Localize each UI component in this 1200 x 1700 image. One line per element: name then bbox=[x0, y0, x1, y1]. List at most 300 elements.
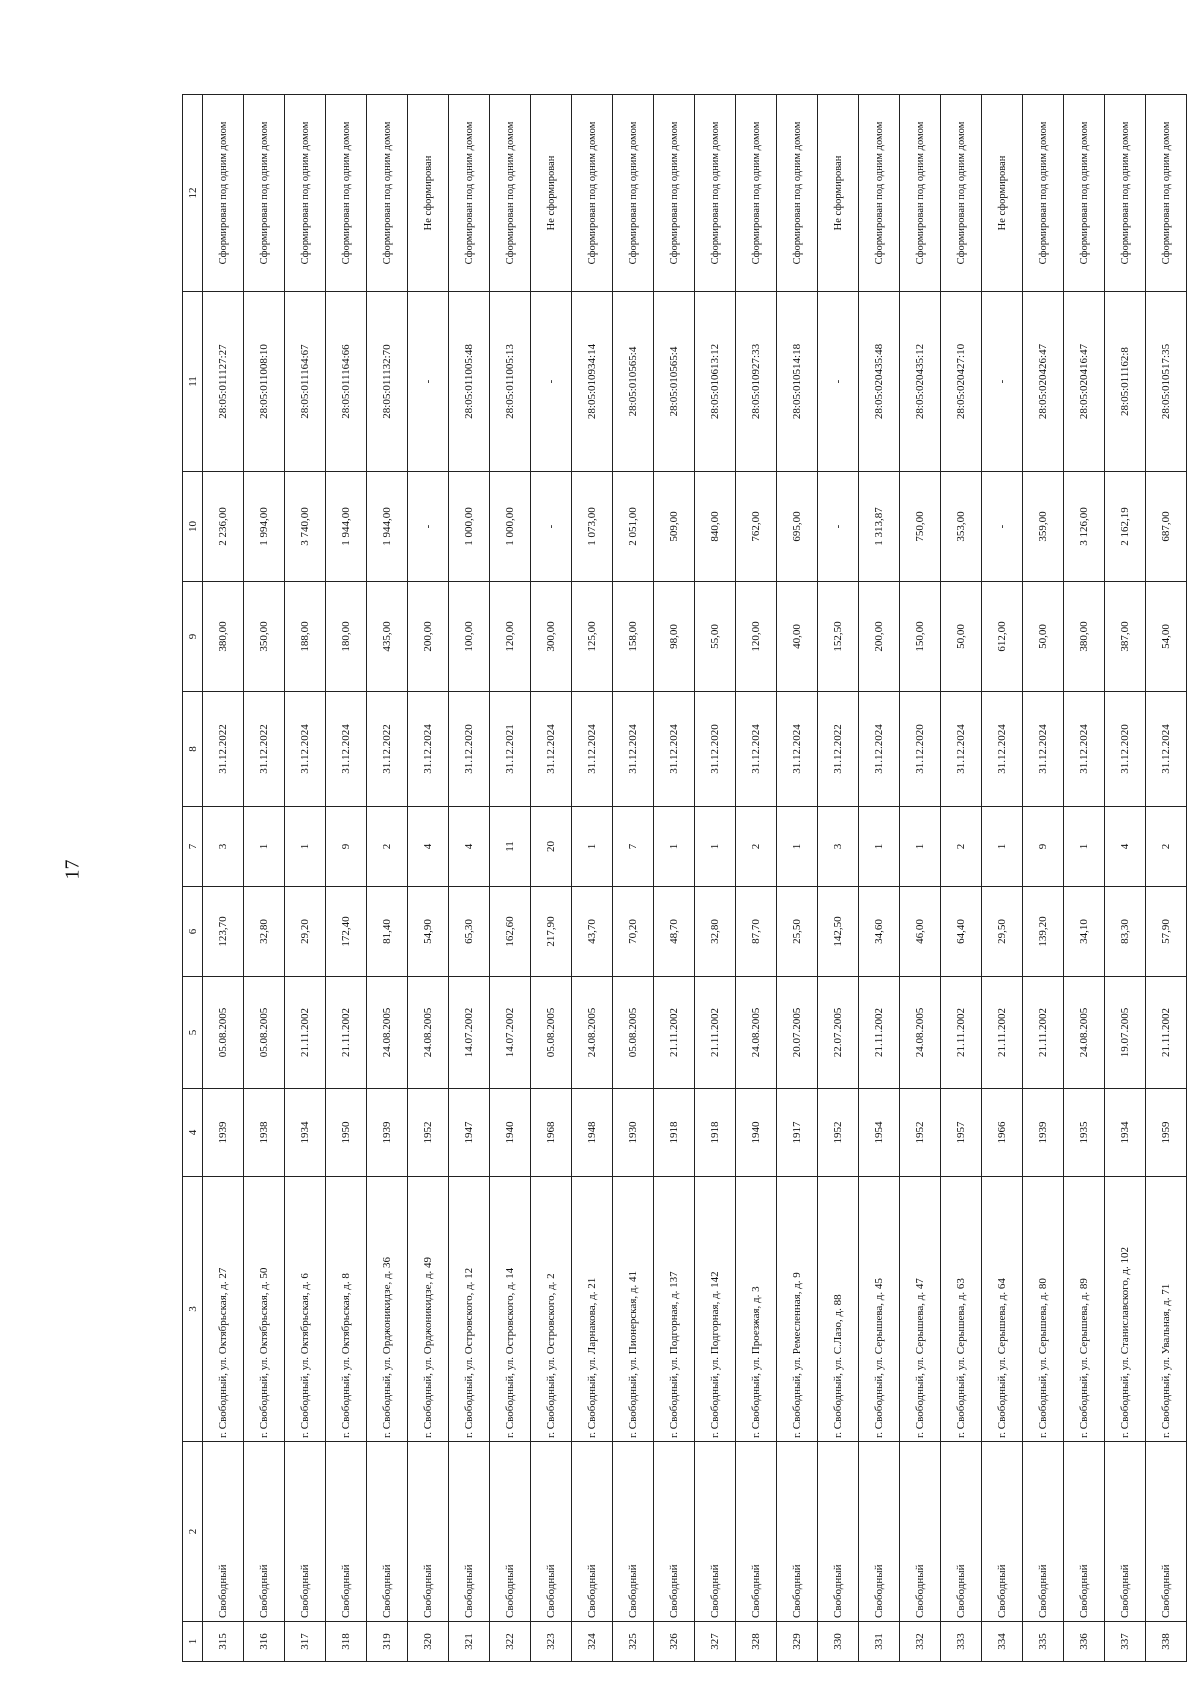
deadline-cell: 31.12.2024 bbox=[285, 692, 326, 807]
municipality-cell: Свободный bbox=[1146, 1442, 1187, 1622]
residents-cell: 1 bbox=[859, 807, 900, 887]
year-built-cell: 1954 bbox=[859, 1089, 900, 1177]
table-header-row bbox=[183, 95, 203, 1662]
table-row bbox=[1146, 95, 1187, 1662]
row-number-cell: 325 bbox=[613, 1622, 654, 1662]
residents-cell: 2 bbox=[736, 807, 777, 887]
address-cell: г. Свободный, ул. Орджоникидзе, д. 36 bbox=[367, 1177, 408, 1442]
table-row bbox=[654, 95, 695, 1662]
area-cell: 29,20 bbox=[285, 887, 326, 977]
column-header: 8 bbox=[183, 692, 203, 807]
date-cell: 20.07.2005 bbox=[777, 977, 818, 1089]
plot-status-cell: Сформирован под одним домом bbox=[244, 95, 285, 292]
plot-status-cell: Сформирован под одним домом bbox=[1023, 95, 1064, 292]
area-cell: 29,50 bbox=[982, 887, 1023, 977]
land-area-cell: 435,00 bbox=[367, 582, 408, 692]
year-built-cell: 1940 bbox=[490, 1089, 531, 1177]
land-area-cell: 120,00 bbox=[736, 582, 777, 692]
column-header: 4 bbox=[183, 1089, 203, 1177]
deadline-cell: 31.12.2022 bbox=[244, 692, 285, 807]
land-area-cell: 100,00 bbox=[449, 582, 490, 692]
address-cell: г. Свободный, ул. С.Лазо, д. 88 bbox=[818, 1177, 859, 1442]
area-cell: 81,40 bbox=[367, 887, 408, 977]
plot-status-cell: Сформирован под одним домом bbox=[326, 95, 367, 292]
cadastral-number-cell: 28:05:020416:47 bbox=[1064, 292, 1105, 472]
cadastral-number-cell: 28:05:020435:12 bbox=[900, 292, 941, 472]
date-cell: 24.08.2005 bbox=[1064, 977, 1105, 1089]
municipality-cell: Свободный bbox=[982, 1442, 1023, 1622]
row-number-cell: 321 bbox=[449, 1622, 490, 1662]
land-area-cell: 380,00 bbox=[203, 582, 244, 692]
date-cell: 24.08.2005 bbox=[736, 977, 777, 1089]
row-number-cell: 315 bbox=[203, 1622, 244, 1662]
plot-area-cell: 695,00 bbox=[777, 472, 818, 582]
plot-area-cell: 359,00 bbox=[1023, 472, 1064, 582]
deadline-cell: 31.12.2024 bbox=[326, 692, 367, 807]
plot-status-cell: Сформирован под одним домом bbox=[449, 95, 490, 292]
column-header: 3 bbox=[183, 1177, 203, 1442]
year-built-cell: 1950 bbox=[326, 1089, 367, 1177]
land-area-cell: 152,50 bbox=[818, 582, 859, 692]
plot-area-cell: 840,00 bbox=[695, 472, 736, 582]
year-built-cell: 1918 bbox=[654, 1089, 695, 1177]
residents-cell: 1 bbox=[572, 807, 613, 887]
cadastral-number-cell: 28:05:011005:48 bbox=[449, 292, 490, 472]
date-cell: 05.08.2005 bbox=[613, 977, 654, 1089]
year-built-cell: 1966 bbox=[982, 1089, 1023, 1177]
deadline-cell: 31.12.2022 bbox=[203, 692, 244, 807]
table-row bbox=[531, 95, 572, 1662]
year-built-cell: 1938 bbox=[244, 1089, 285, 1177]
address-cell: г. Свободный, ул. Ларнакова, д. 21 bbox=[572, 1177, 613, 1442]
table-row bbox=[203, 95, 244, 1662]
registry-table-container bbox=[182, 95, 1172, 1662]
address-cell: г. Свободный, ул. Островского, д. 12 bbox=[449, 1177, 490, 1442]
deadline-cell: 31.12.2024 bbox=[572, 692, 613, 807]
cadastral-number-cell: 28:05:011164:67 bbox=[285, 292, 326, 472]
deadline-cell: 31.12.2020 bbox=[695, 692, 736, 807]
plot-status-cell: Сформирован под одним домом bbox=[367, 95, 408, 292]
address-cell: г. Свободный, ул. Серышева, д. 45 bbox=[859, 1177, 900, 1442]
area-cell: 162,60 bbox=[490, 887, 531, 977]
year-built-cell: 1957 bbox=[941, 1089, 982, 1177]
municipality-cell: Свободный bbox=[203, 1442, 244, 1622]
plot-area-cell: 1 313,87 bbox=[859, 472, 900, 582]
page-number: 17 bbox=[61, 859, 84, 880]
cadastral-number-cell: 28:05:010934:14 bbox=[572, 292, 613, 472]
residents-cell: 1 bbox=[982, 807, 1023, 887]
column-header: 1 bbox=[183, 1622, 203, 1662]
cadastral-number-cell: 28:05:010514:18 bbox=[777, 292, 818, 472]
cadastral-number-cell: 28:05:020426:47 bbox=[1023, 292, 1064, 472]
year-built-cell: 1939 bbox=[1023, 1089, 1064, 1177]
plot-area-cell: 1 994,00 bbox=[244, 472, 285, 582]
date-cell: 21.11.2002 bbox=[654, 977, 695, 1089]
year-built-cell: 1947 bbox=[449, 1089, 490, 1177]
year-built-cell: 1917 bbox=[777, 1089, 818, 1177]
deadline-cell: 31.12.2024 bbox=[982, 692, 1023, 807]
area-cell: 87,70 bbox=[736, 887, 777, 977]
municipality-cell: Свободный bbox=[490, 1442, 531, 1622]
residents-cell: 1 bbox=[244, 807, 285, 887]
address-cell: г. Свободный, ул. Подгорная, д. 142 bbox=[695, 1177, 736, 1442]
land-area-cell: 612,00 bbox=[982, 582, 1023, 692]
year-built-cell: 1952 bbox=[900, 1089, 941, 1177]
land-area-cell: 387,00 bbox=[1105, 582, 1146, 692]
plot-status-cell: Сформирован под одним домом bbox=[900, 95, 941, 292]
land-area-cell: 300,00 bbox=[531, 582, 572, 692]
residents-cell: 4 bbox=[1105, 807, 1146, 887]
deadline-cell: 31.12.2024 bbox=[941, 692, 982, 807]
cadastral-number-cell: 28:05:010927:33 bbox=[736, 292, 777, 472]
table-row bbox=[572, 95, 613, 1662]
plot-area-cell: - bbox=[408, 472, 449, 582]
residents-cell: 2 bbox=[1146, 807, 1187, 887]
residents-cell: 9 bbox=[1023, 807, 1064, 887]
municipality-cell: Свободный bbox=[1105, 1442, 1146, 1622]
row-number-cell: 327 bbox=[695, 1622, 736, 1662]
municipality-cell: Свободный bbox=[531, 1442, 572, 1622]
deadline-cell: 31.12.2020 bbox=[1105, 692, 1146, 807]
table-row bbox=[1023, 95, 1064, 1662]
land-area-cell: 55,00 bbox=[695, 582, 736, 692]
deadline-cell: 31.12.2024 bbox=[859, 692, 900, 807]
column-header: 2 bbox=[183, 1442, 203, 1622]
row-number-cell: 324 bbox=[572, 1622, 613, 1662]
plot-area-cell: - bbox=[982, 472, 1023, 582]
municipality-cell: Свободный bbox=[244, 1442, 285, 1622]
area-cell: 54,90 bbox=[408, 887, 449, 977]
municipality-cell: Свободный bbox=[900, 1442, 941, 1622]
date-cell: 24.08.2005 bbox=[367, 977, 408, 1089]
column-header: 7 bbox=[183, 807, 203, 887]
land-area-cell: 50,00 bbox=[1023, 582, 1064, 692]
year-built-cell: 1934 bbox=[285, 1089, 326, 1177]
row-number-cell: 326 bbox=[654, 1622, 695, 1662]
address-cell: г. Свободный, ул. Островского, д. 14 bbox=[490, 1177, 531, 1442]
plot-area-cell: 1 944,00 bbox=[367, 472, 408, 582]
area-cell: 34,60 bbox=[859, 887, 900, 977]
residents-cell: 3 bbox=[818, 807, 859, 887]
deadline-cell: 31.12.2024 bbox=[1146, 692, 1187, 807]
plot-status-cell: Сформирован под одним домом bbox=[285, 95, 326, 292]
land-area-cell: 350,00 bbox=[244, 582, 285, 692]
row-number-cell: 332 bbox=[900, 1622, 941, 1662]
plot-area-cell: 353,00 bbox=[941, 472, 982, 582]
table-row bbox=[1105, 95, 1146, 1662]
row-number-cell: 318 bbox=[326, 1622, 367, 1662]
deadline-cell: 31.12.2024 bbox=[736, 692, 777, 807]
residents-cell: 2 bbox=[367, 807, 408, 887]
cadastral-number-cell: 28:05:011162:8 bbox=[1105, 292, 1146, 472]
land-area-cell: 188,00 bbox=[285, 582, 326, 692]
plot-area-cell: - bbox=[818, 472, 859, 582]
land-area-cell: 180,00 bbox=[326, 582, 367, 692]
year-built-cell: 1959 bbox=[1146, 1089, 1187, 1177]
cadastral-number-cell: 28:05:020427:10 bbox=[941, 292, 982, 472]
land-area-cell: 54,00 bbox=[1146, 582, 1187, 692]
residents-cell: 4 bbox=[449, 807, 490, 887]
plot-area-cell: 762,00 bbox=[736, 472, 777, 582]
cadastral-number-cell: 28:05:010517:35 bbox=[1146, 292, 1187, 472]
row-number-cell: 317 bbox=[285, 1622, 326, 1662]
area-cell: 123,70 bbox=[203, 887, 244, 977]
year-built-cell: 1948 bbox=[572, 1089, 613, 1177]
address-cell: г. Свободный, ул. Пионерская, д. 41 bbox=[613, 1177, 654, 1442]
plot-area-cell: 2 162,19 bbox=[1105, 472, 1146, 582]
address-cell: г. Свободный, ул. Подгорная, д. 137 bbox=[654, 1177, 695, 1442]
table-row bbox=[613, 95, 654, 1662]
deadline-cell: 31.12.2022 bbox=[367, 692, 408, 807]
residents-cell: 1 bbox=[654, 807, 695, 887]
year-built-cell: 1968 bbox=[531, 1089, 572, 1177]
date-cell: 21.11.2002 bbox=[859, 977, 900, 1089]
plot-area-cell: - bbox=[531, 472, 572, 582]
plot-status-cell: Не сформирован bbox=[982, 95, 1023, 292]
municipality-cell: Свободный bbox=[613, 1442, 654, 1622]
deadline-cell: 31.12.2024 bbox=[1023, 692, 1064, 807]
row-number-cell: 333 bbox=[941, 1622, 982, 1662]
column-header: 5 bbox=[183, 977, 203, 1089]
residents-cell: 3 bbox=[203, 807, 244, 887]
area-cell: 139,20 bbox=[1023, 887, 1064, 977]
address-cell: г. Свободный, ул. Серышева, д. 80 bbox=[1023, 1177, 1064, 1442]
cadastral-number-cell: - bbox=[982, 292, 1023, 472]
table-row bbox=[859, 95, 900, 1662]
column-header: 9 bbox=[183, 582, 203, 692]
area-cell: 46,00 bbox=[900, 887, 941, 977]
plot-area-cell: 1 000,00 bbox=[449, 472, 490, 582]
cadastral-number-cell: 28:05:010613:12 bbox=[695, 292, 736, 472]
housing-registry-table bbox=[182, 94, 1187, 1662]
date-cell: 05.08.2005 bbox=[244, 977, 285, 1089]
deadline-cell: 31.12.2024 bbox=[613, 692, 654, 807]
plot-status-cell: Сформирован под одним домом bbox=[941, 95, 982, 292]
address-cell: г. Свободный, ул. Ремесленная, д. 9 bbox=[777, 1177, 818, 1442]
address-cell: г. Свободный, ул. Увальная, д. 71 bbox=[1146, 1177, 1187, 1442]
plot-status-cell: Сформирован под одним домом bbox=[203, 95, 244, 292]
cadastral-number-cell: 28:05:011005:13 bbox=[490, 292, 531, 472]
land-area-cell: 200,00 bbox=[859, 582, 900, 692]
area-cell: 65,30 bbox=[449, 887, 490, 977]
date-cell: 14.07.2002 bbox=[449, 977, 490, 1089]
plot-status-cell: Сформирован под одним домом bbox=[859, 95, 900, 292]
area-cell: 64,40 bbox=[941, 887, 982, 977]
municipality-cell: Свободный bbox=[818, 1442, 859, 1622]
year-built-cell: 1939 bbox=[367, 1089, 408, 1177]
residents-cell: 20 bbox=[531, 807, 572, 887]
table-row bbox=[900, 95, 941, 1662]
table-row bbox=[982, 95, 1023, 1662]
deadline-cell: 31.12.2024 bbox=[654, 692, 695, 807]
deadline-cell: 31.12.2024 bbox=[1064, 692, 1105, 807]
area-cell: 70,20 bbox=[613, 887, 654, 977]
municipality-cell: Свободный bbox=[449, 1442, 490, 1622]
date-cell: 24.08.2005 bbox=[572, 977, 613, 1089]
row-number-cell: 334 bbox=[982, 1622, 1023, 1662]
row-number-cell: 320 bbox=[408, 1622, 449, 1662]
municipality-cell: Свободный bbox=[654, 1442, 695, 1622]
residents-cell: 1 bbox=[1064, 807, 1105, 887]
address-cell: г. Свободный, ул. Серышева, д. 89 bbox=[1064, 1177, 1105, 1442]
cadastral-number-cell: - bbox=[531, 292, 572, 472]
area-cell: 172,40 bbox=[326, 887, 367, 977]
municipality-cell: Свободный bbox=[572, 1442, 613, 1622]
address-cell: г. Свободный, ул. Островского, д. 2 bbox=[531, 1177, 572, 1442]
date-cell: 21.11.2002 bbox=[1146, 977, 1187, 1089]
municipality-cell: Свободный bbox=[367, 1442, 408, 1622]
address-cell: г. Свободный, ул. Октябрьская, д. 27 bbox=[203, 1177, 244, 1442]
municipality-cell: Свободный bbox=[941, 1442, 982, 1622]
residents-cell: 11 bbox=[490, 807, 531, 887]
address-cell: г. Свободный, ул. Станиславского, д. 102 bbox=[1105, 1177, 1146, 1442]
cadastral-number-cell: 28:05:011164:66 bbox=[326, 292, 367, 472]
address-cell: г. Свободный, ул. Серышева, д. 63 bbox=[941, 1177, 982, 1442]
table-row bbox=[408, 95, 449, 1662]
deadline-cell: 31.12.2024 bbox=[777, 692, 818, 807]
plot-status-cell: Сформирован под одним домом bbox=[490, 95, 531, 292]
cadastral-number-cell: 28:05:011132:70 bbox=[367, 292, 408, 472]
plot-status-cell: Сформирован под одним домом bbox=[1105, 95, 1146, 292]
land-area-cell: 40,00 bbox=[777, 582, 818, 692]
municipality-cell: Свободный bbox=[777, 1442, 818, 1622]
deadline-cell: 31.12.2022 bbox=[818, 692, 859, 807]
row-number-cell: 337 bbox=[1105, 1622, 1146, 1662]
year-built-cell: 1934 bbox=[1105, 1089, 1146, 1177]
land-area-cell: 98,00 bbox=[654, 582, 695, 692]
plot-status-cell: Сформирован под одним домом bbox=[1064, 95, 1105, 292]
municipality-cell: Свободный bbox=[285, 1442, 326, 1622]
deadline-cell: 31.12.2020 bbox=[449, 692, 490, 807]
table-row bbox=[736, 95, 777, 1662]
land-area-cell: 125,00 bbox=[572, 582, 613, 692]
year-built-cell: 1935 bbox=[1064, 1089, 1105, 1177]
row-number-cell: 329 bbox=[777, 1622, 818, 1662]
date-cell: 21.11.2002 bbox=[941, 977, 982, 1089]
area-cell: 32,80 bbox=[695, 887, 736, 977]
deadline-cell: 31.12.2021 bbox=[490, 692, 531, 807]
address-cell: г. Свободный, ул. Проезжая, д. 3 bbox=[736, 1177, 777, 1442]
deadline-cell: 31.12.2024 bbox=[408, 692, 449, 807]
column-header: 6 bbox=[183, 887, 203, 977]
municipality-cell: Свободный bbox=[326, 1442, 367, 1622]
year-built-cell: 1952 bbox=[408, 1089, 449, 1177]
residents-cell: 1 bbox=[695, 807, 736, 887]
table-row bbox=[326, 95, 367, 1662]
plot-area-cell: 3 126,00 bbox=[1064, 472, 1105, 582]
municipality-cell: Свободный bbox=[695, 1442, 736, 1622]
date-cell: 21.11.2002 bbox=[1023, 977, 1064, 1089]
municipality-cell: Свободный bbox=[1023, 1442, 1064, 1622]
year-built-cell: 1930 bbox=[613, 1089, 654, 1177]
rotated-page-content bbox=[182, 95, 1172, 1662]
area-cell: 83,30 bbox=[1105, 887, 1146, 977]
date-cell: 05.08.2005 bbox=[203, 977, 244, 1089]
plot-area-cell: 2 236,00 bbox=[203, 472, 244, 582]
plot-status-cell: Сформирован под одним домом bbox=[572, 95, 613, 292]
date-cell: 21.11.2002 bbox=[285, 977, 326, 1089]
plot-area-cell: 1 944,00 bbox=[326, 472, 367, 582]
row-number-cell: 316 bbox=[244, 1622, 285, 1662]
land-area-cell: 380,00 bbox=[1064, 582, 1105, 692]
land-area-cell: 150,00 bbox=[900, 582, 941, 692]
row-number-cell: 336 bbox=[1064, 1622, 1105, 1662]
cadastral-number-cell: 28:05:020435:48 bbox=[859, 292, 900, 472]
area-cell: 43,70 bbox=[572, 887, 613, 977]
land-area-cell: 158,00 bbox=[613, 582, 654, 692]
cadastral-number-cell: - bbox=[818, 292, 859, 472]
area-cell: 142,50 bbox=[818, 887, 859, 977]
address-cell: г. Свободный, ул. Серышева, д. 64 bbox=[982, 1177, 1023, 1442]
address-cell: г. Свободный, ул. Октябрьская, д. 6 bbox=[285, 1177, 326, 1442]
table-row bbox=[818, 95, 859, 1662]
area-cell: 48,70 bbox=[654, 887, 695, 977]
table-row bbox=[285, 95, 326, 1662]
plot-status-cell: Сформирован под одним домом bbox=[654, 95, 695, 292]
plot-area-cell: 509,00 bbox=[654, 472, 695, 582]
plot-status-cell: Сформирован под одним домом bbox=[777, 95, 818, 292]
column-header: 10 bbox=[183, 472, 203, 582]
residents-cell: 4 bbox=[408, 807, 449, 887]
area-cell: 32,80 bbox=[244, 887, 285, 977]
date-cell: 21.11.2002 bbox=[982, 977, 1023, 1089]
municipality-cell: Свободный bbox=[859, 1442, 900, 1622]
plot-status-cell: Не сформирован bbox=[408, 95, 449, 292]
row-number-cell: 322 bbox=[490, 1622, 531, 1662]
table-row bbox=[244, 95, 285, 1662]
date-cell: 24.08.2005 bbox=[900, 977, 941, 1089]
residents-cell: 1 bbox=[900, 807, 941, 887]
column-header: 11 bbox=[183, 292, 203, 472]
area-cell: 217,90 bbox=[531, 887, 572, 977]
date-cell: 24.08.2005 bbox=[408, 977, 449, 1089]
cadastral-number-cell: 28:05:011008:10 bbox=[244, 292, 285, 472]
table-row bbox=[490, 95, 531, 1662]
plot-area-cell: 750,00 bbox=[900, 472, 941, 582]
plot-area-cell: 2 051,00 bbox=[613, 472, 654, 582]
land-area-cell: 50,00 bbox=[941, 582, 982, 692]
plot-area-cell: 687,00 bbox=[1146, 472, 1187, 582]
year-built-cell: 1952 bbox=[818, 1089, 859, 1177]
table-row bbox=[367, 95, 408, 1662]
table-row bbox=[777, 95, 818, 1662]
residents-cell: 2 bbox=[941, 807, 982, 887]
municipality-cell: Свободный bbox=[408, 1442, 449, 1622]
land-area-cell: 200,00 bbox=[408, 582, 449, 692]
area-cell: 25,50 bbox=[777, 887, 818, 977]
address-cell: г. Свободный, ул. Октябрьская, д. 8 bbox=[326, 1177, 367, 1442]
cadastral-number-cell: 28:05:011127:27 bbox=[203, 292, 244, 472]
plot-status-cell: Сформирован под одним домом bbox=[613, 95, 654, 292]
row-number-cell: 330 bbox=[818, 1622, 859, 1662]
cadastral-number-cell: 28:05:010565:4 bbox=[654, 292, 695, 472]
row-number-cell: 328 bbox=[736, 1622, 777, 1662]
address-cell: г. Свободный, ул. Орджоникидзе, д. 49 bbox=[408, 1177, 449, 1442]
area-cell: 57,90 bbox=[1146, 887, 1187, 977]
area-cell: 34,10 bbox=[1064, 887, 1105, 977]
table-row bbox=[941, 95, 982, 1662]
municipality-cell: Свободный bbox=[1064, 1442, 1105, 1622]
plot-status-cell: Не сформирован bbox=[531, 95, 572, 292]
deadline-cell: 31.12.2024 bbox=[531, 692, 572, 807]
row-number-cell: 338 bbox=[1146, 1622, 1187, 1662]
residents-cell: 1 bbox=[777, 807, 818, 887]
table-row bbox=[1064, 95, 1105, 1662]
plot-status-cell: Сформирован под одним домом bbox=[1146, 95, 1187, 292]
address-cell: г. Свободный, ул. Октябрьская, д. 50 bbox=[244, 1177, 285, 1442]
plot-status-cell: Не сформирован bbox=[818, 95, 859, 292]
table-row bbox=[695, 95, 736, 1662]
